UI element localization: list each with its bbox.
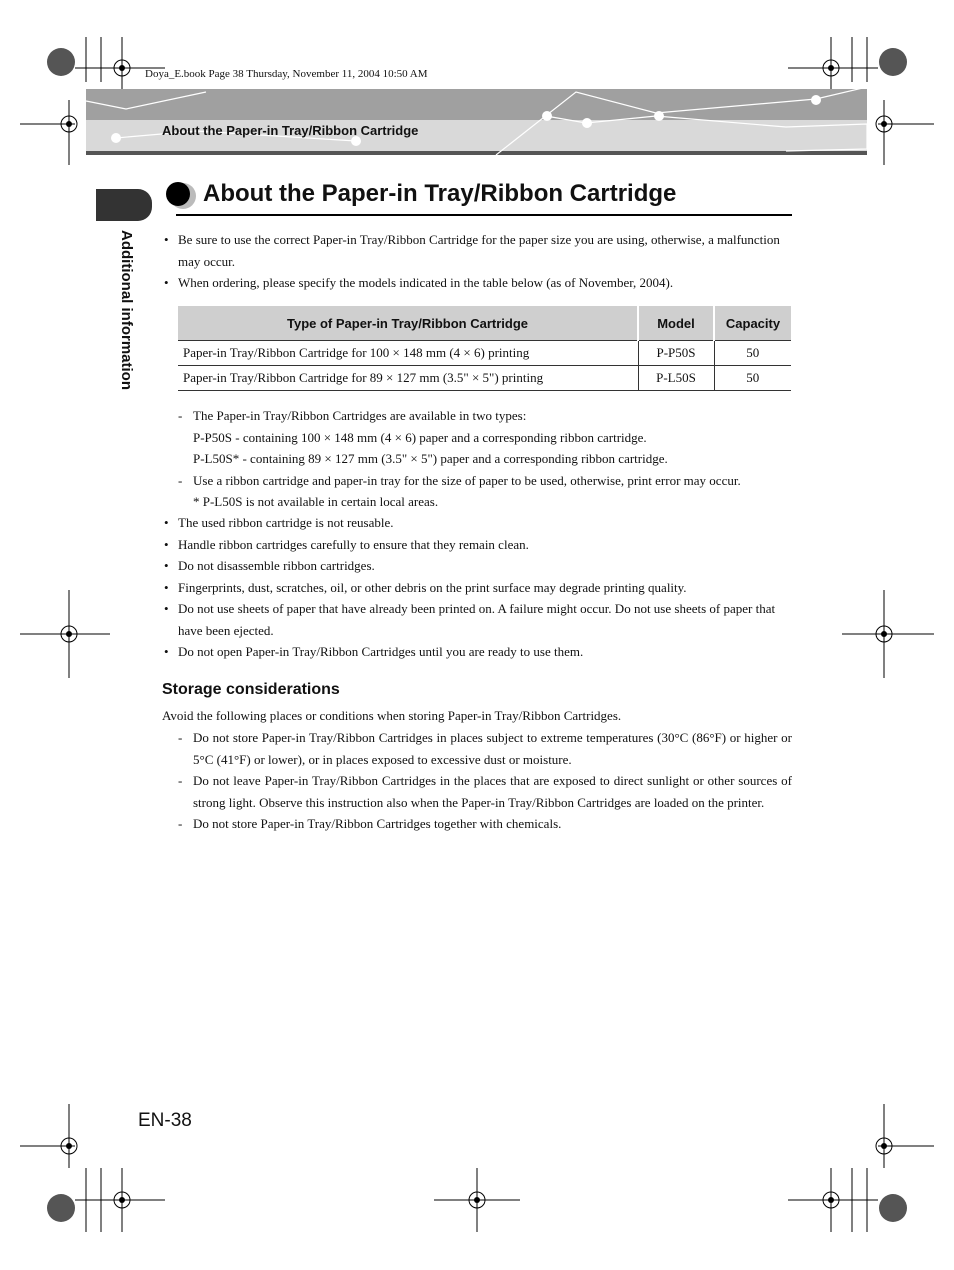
- side-tab-label: Additional information: [118, 230, 135, 390]
- top-bullet-list: [162, 229, 792, 294]
- list-item: • Be sure to use the correct Paper-in Tray/Ribbon Cartridge for the paper size you are using, otherwise, a malfunction may occur.: [162, 229, 792, 272]
- list-item: [178, 405, 792, 470]
- type-p-l50s: P-L50S* - containing 89 × 127 mm (3.5" × 5") paper and a corresponding ribbon cartridge.: [193, 451, 668, 466]
- title-rule: [176, 214, 792, 216]
- table-cell: P-P50S: [638, 341, 714, 366]
- heading-bullet-icon: [163, 181, 197, 211]
- list-item: • When ordering, please specify the models indicated in the table below (as of November, 2004).: [162, 272, 792, 294]
- table-cell: P-L50S: [638, 366, 714, 391]
- side-tab: [96, 189, 152, 221]
- list-item: • Handle ribbon cartridges carefully to ensure that they remain clean.: [162, 534, 792, 556]
- list-item: • Do not open Paper-in Tray/Ribbon Cartridges until you are ready to use them.: [162, 641, 792, 663]
- table-header: Capacity: [714, 306, 791, 341]
- cartridge-table: [178, 306, 791, 391]
- table-row: [178, 366, 791, 391]
- table-row: [178, 341, 791, 366]
- table-header-row: [178, 306, 791, 341]
- banner-title: About the Paper-in Tray/Ribbon Cartridge: [162, 123, 419, 138]
- section-intro: Avoid the following places or conditions when storing Paper-in Tray/Ribbon Cartridges.: [162, 708, 622, 723]
- types-intro: - The Paper-in Tray/Ribbon Cartridges are available in two types:: [193, 408, 527, 423]
- page-number: EN-38: [138, 1110, 192, 1131]
- list-item: - Use a ribbon cartridge and paper-in tray for the size of paper to be used, otherwise, print error may occur.: [178, 470, 792, 492]
- list-item: • The used ribbon cartridge is not reusable.: [162, 512, 792, 534]
- list-item: • Do not disassemble ribbon cartridges.: [162, 555, 792, 577]
- header-banner: [86, 89, 867, 155]
- table-cell: 50: [714, 366, 791, 391]
- list-item: • Fingerprints, dust, scratches, oil, or other debris on the print surface may degrade printing quality.: [162, 577, 792, 599]
- table-cell: Paper-in Tray/Ribbon Cartridge for 89 × 127 mm (3.5" × 5") printing: [178, 366, 638, 391]
- table-notes: [178, 405, 792, 491]
- list-item: - Do not leave Paper-in Tray/Ribbon Cartridges in the places that are exposed to direct sunlight or other sources of strong light. Observe this instruction also when the Paper-in Tray/Ribbon Cartridges are loaded on the printer.: [178, 770, 792, 813]
- storage-list: [178, 727, 792, 835]
- type-p-p50s: P-P50S - containing 100 × 148 mm (4 × 6) paper and a corresponding ribbon cartridge.: [193, 429, 647, 445]
- table-header: Model: [638, 306, 714, 341]
- file-slug: Doya_E.book Page 38 Thursday, November 11, 2004 10:50 AM: [145, 68, 428, 80]
- table-cell: 50: [714, 341, 791, 366]
- handling-bullet-list: [162, 512, 792, 663]
- list-item: - Do not store Paper-in Tray/Ribbon Cartridges in places subject to extreme temperatures (30°C (86°F) or higher or 5°C (41°F) or lower), or in places exposed to excessive dust or moisture.: [178, 727, 792, 770]
- page-title: About the Paper-in Tray/Ribbon Cartridge: [203, 180, 677, 207]
- list-item: - Do not store Paper-in Tray/Ribbon Cartridges together with chemicals.: [178, 813, 792, 835]
- table-header: Type of Paper-in Tray/Ribbon Cartridge: [178, 306, 638, 341]
- table-cell: Paper-in Tray/Ribbon Cartridge for 100 × 148 mm (4 × 6) printing: [178, 341, 638, 366]
- section-heading: Storage considerations: [162, 681, 340, 698]
- footnote: * P-L50S is not available in certain local areas.: [193, 494, 439, 509]
- list-item: • Do not use sheets of paper that have already been printed on. A failure might occur. Do not use sheets of paper that have been ejected.: [162, 598, 792, 641]
